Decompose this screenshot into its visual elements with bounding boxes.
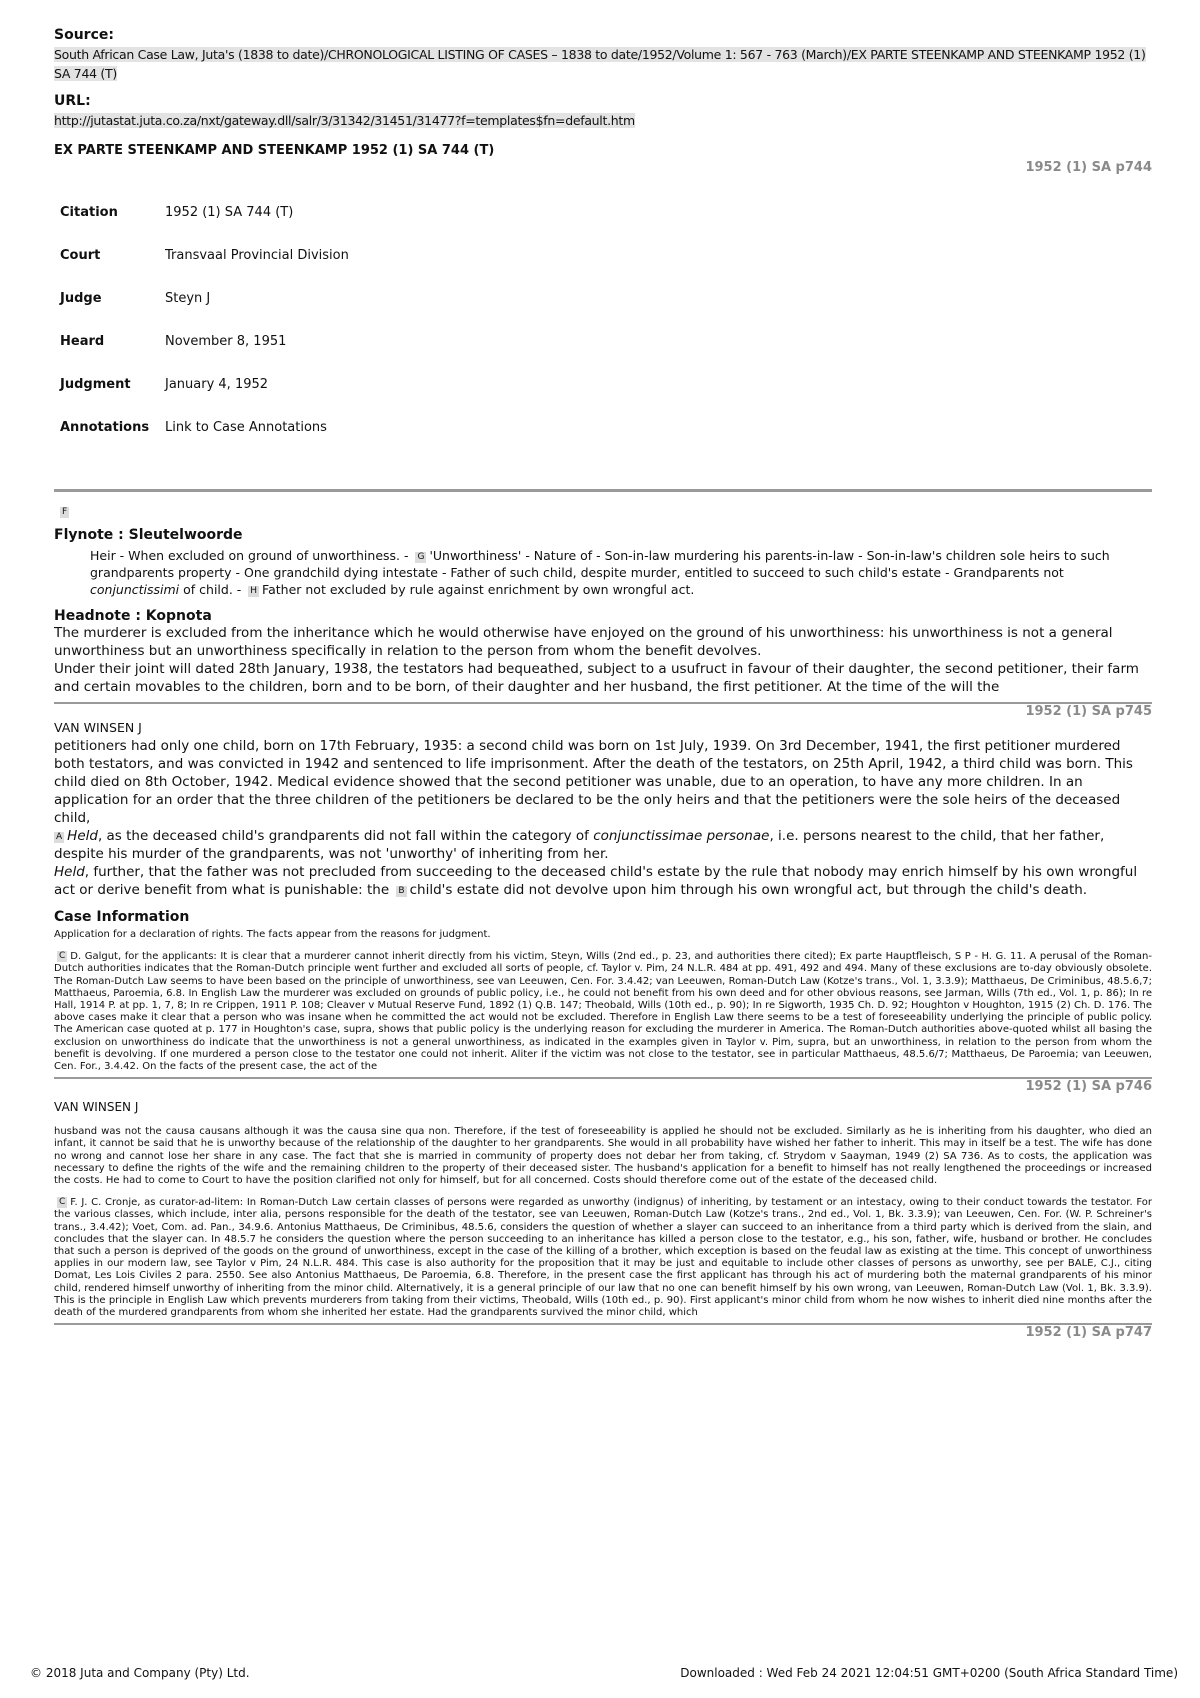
url-block	[54, 92, 1152, 129]
headnote-para: Under their joint will dated 28th January, 1938, the testators had bequeathed, subject to a usufruct in favour of their daughter, the second petitioner, their farm and certain movables to the children, born and to be born, of their daughter and her husband, the first petitioner. At the time of the will the	[54, 661, 1139, 695]
held-italic: Held	[54, 864, 85, 880]
meta-value: 1952 (1) SA 744 (T)	[165, 205, 294, 220]
page-746-text	[54, 1126, 1152, 1319]
meta-row-judge	[60, 291, 349, 334]
url-label: URL:	[54, 93, 91, 109]
judge-line: VAN WINSEN J	[54, 720, 142, 735]
held-text: , i.e. persons nearest to the child, that her father, despite his murder of the grandparents, was not 'unworthy' of inheriting from her.	[54, 828, 1105, 862]
flynote-heading: Flynote : Sleutelwoorde	[54, 527, 243, 543]
held-text: child's estate did not devolve upon him through his own wrongful act, but through the child's death.	[409, 882, 1088, 898]
meta-key: Annotations	[60, 420, 150, 435]
flynote-part: Father not excluded by rule against enrichment by own wrongful act.	[262, 582, 695, 597]
flynote-italic: conjunctissimi	[90, 582, 180, 597]
page-ref-744: 1952 (1) SA p744	[1025, 160, 1152, 175]
margin-marker-b: B	[398, 886, 405, 896]
flynote-part: 'Unworthiness' - Nature of - Son-in-law murdering his parents-in-law - Son-in-law's children sole heirs to such grandparents property - One grandchild dying intestate - Father of such child, despite murder, entitled to succeed to such child's estate - Grandparents not	[90, 548, 1110, 580]
page-ref-747: 1952 (1) SA p747	[1025, 1325, 1152, 1341]
case-info-intro: Application for a declaration of rights. The facts appear from the reasons for judgment.	[54, 929, 491, 940]
document	[54, 26, 1152, 1340]
url-link[interactable]: http://jutastat.juta.co.za/nxt/gateway.dll/salr/3/31342/31451/31477?f=templates$fn=default.htm	[54, 113, 635, 128]
judge-line: VAN WINSEN J	[54, 1100, 139, 1115]
held-italic: conjunctissimae personae	[593, 828, 770, 844]
footer-download-info: Downloaded : Wed Feb 24 2021 12:04:51 GMT+0200 (South Africa Standard Time)	[680, 1666, 1178, 1680]
page-ref-745: 1952 (1) SA p745	[1025, 704, 1152, 719]
meta-key: Citation	[60, 205, 118, 220]
meta-value: Transvaal Provincial Division	[165, 248, 349, 263]
margin-marker-c: C	[59, 951, 66, 962]
margin-marker-a: A	[56, 832, 63, 842]
meta-value: January 4, 1952	[165, 377, 269, 392]
section-divider	[54, 489, 1152, 492]
source-path: South African Case Law, Juta's (1838 to date)/CHRONOLOGICAL LISTING OF CASES – 1838 to date/1952/Volume 1: 567 - 763 (March)/EX PARTE STEENKAMP AND STEENKAMP 1952 (1) SA 744 (T)	[54, 47, 1146, 81]
margin-marker-c: C	[59, 1197, 66, 1208]
case-info-heading: Case Information	[54, 909, 190, 925]
meta-key: Judgment	[60, 377, 131, 392]
meta-row-heard	[60, 334, 349, 377]
flynote-part: Heir - When excluded on ground of unworthiness. -	[90, 548, 413, 563]
held-text: , further, that the father was not precluded from succeeding to the deceased child's estate by the rule that nobody may enrich himself by his own wrongful act or derive benefit from what is punishable: the	[54, 864, 1138, 898]
meta-key: Heard	[60, 334, 105, 349]
headnote-para: The murderer is excluded from the inheritance which he would otherwise have enjoyed on the ground of his unworthiness: his unworthiness is not a general unworthiness but an unworthiness specifically in relation to the person from whom the benefit devolves.	[54, 625, 1113, 659]
flynote-part: of child. -	[179, 582, 246, 597]
meta-key: Judge	[60, 291, 102, 306]
page-745-text	[54, 737, 1152, 899]
case-info-text	[54, 929, 1152, 1073]
meta-value: Steyn J	[165, 291, 211, 306]
meta-row-citation	[60, 205, 349, 248]
page-ref-746: 1952 (1) SA p746	[1025, 1079, 1152, 1095]
meta-row-court	[60, 248, 349, 291]
margin-marker-h: H	[250, 586, 258, 596]
meta-value: November 8, 1951	[165, 334, 287, 349]
argument-applicants	[54, 951, 1152, 1073]
argument-text: husband was not the causa causans although it was the causa sine qua non. Therefore, if the test of foreseeability is applied he should not be excluded. Similarly as he is inheriting from his daughter, who died an infant, it cannot be said that he is unworthy because of the relationship of the daughter to her grandparents. She would in all probability have wished her father to inherit. This may in itself be a test. The wife has done no wrong and cannot lose her share in any case. The fact that she is married in community of property does not debar her from taking, cf. Strydom v Saayman, 1949 (2) SA 736. As to costs, the application was necessary to define the rights of the wife and the remaining children to the property of their deceased sister. The husband's application for a benefit to himself has not really lengthened the proceedings or increased the costs. He had to come to Court to have the position clarified not only for himself, but for all concerned. Costs should therefore come out of the estate of the deceased child.	[54, 1126, 1152, 1187]
flynote-text	[90, 547, 1152, 598]
case-meta-table	[60, 205, 349, 463]
source-block	[54, 26, 1152, 82]
held-para-2	[54, 863, 1152, 899]
argument-text: D. Galgut, for the applicants: It is clear that a murderer cannot inherit directly from his victim, Steyn, Wills (2nd ed., p. 23, and authorities there cited); Ex parte Hauptfleisch, S P - H. G. 11. A perusal of the Roman-Dutch authorities indicates that the Roman-Dutch principle went further and excluded all sorts of people, cf. Taylor v. Pim, 24 N.L.R. 484 at pp. 491, 492 and 494. Many of these exclusions are to-day obviously obsolete. The Roman-Dutch Law seems to have been based on the principle of unworthiness, see van Leeuwen, Cen. For. 3.4.42; van Leeuwen, Roman-Dutch Law (Kotze's trans., Vol. 1, 3.3.9); Matthaeus, De Criminibus, 48.5.6,7; Matthaeus, Paroemia, 6.8. In English Law the murderer was excluded on grounds of public policy, i.e., he could not benefit from his own deed and for other obvious reasons, see Jarman, Wills (7th ed., Vol. 1, p. 86); In re Hall, 1914 P. at pp. 1, 7, 8; In re Crippen, 1911 P. 108; Cleaver v Mutual Reserve Fund, 1892 (1) Q.B. 147; Theobald, Wills (10th ed., p. 90); In re Sigworth, 1935 Ch. D. 92; Houghton v Houghton, 1915 (2) Ch. D. 176. The above cases make it clear that a person who was insane when he committed the act would not be excluded. Therefore in English Law there seems to be a test of foreseeability underlying the principle of public policy. The American case quoted at p. 177 in Houghton's case, supra, shows that public policy is the underlying reason for excluding the murderer in America. The Roman-Dutch authorities above-quoted whilst all basing the exclusion on unworthiness do indicate that the unworthiness is not a general unworthiness, as indicated in the examples given in Taylor v. Pim, supra, but an unworthiness, in relation to the person from whom the benefit is devolving. If one murdered a person close to the testator one could not inherit. Aliter if the victim was not close to the testator, see in particular Matthaeus, 48.5.6/7; Matthaeus, De Paroemia; van Leeuwen, Cen. For., 3.4.42. On the facts of the present case, the act of the	[54, 951, 1152, 1073]
annotations-link[interactable]: Link to Case Annotations	[165, 420, 327, 435]
margin-marker-f: F	[62, 507, 68, 517]
body-para: petitioners had only one child, born on 17th February, 1935: a second child was born on 1st July, 1939. On 3rd December, 1941, the first petitioner murdered both testators, and was convicted in 1942 and sentenced to life imprisonment. After the death of the testators, on 25th April, 1942, a third child was born. This child died on 8th October, 1942. Medical evidence showed that the second petitioner was unable, due to an operation, to have any more children. In an application for an order that the three children of the petitioners be declared to be the only heirs and that the petitioners were the sole heirs of the deceased child,	[54, 738, 1133, 826]
headnote-heading: Headnote : Kopnota	[54, 608, 212, 624]
argument-text: F. J. C. Cronje, as curator-ad-litem: In Roman-Dutch Law certain classes of persons were regarded as unworthy (indignus) of inheriting, by testament or an intestacy, owing to their conduct towards the testator. For the various classes, which include, inter alia, persons responsible for the death of the testator, see van Leeuwen, Roman-Dutch Law (Kotze's trans., 2nd ed., Vol. 1, Bk. 3.3.9); van Leeuwen, Cen. For. (W. P. Schreiner's trans., 3.4.42); Voet, Com. ad. Pan., 34.9.6. Antonius Matthaeus, De Criminibus, 48.5.6, considers the question of whether a slayer can succeed to an inheritance from a third party which is derived from the slain, and concludes that the slayer can. In 48.5.7 he considers the question where the person succeeding to an inheritance has killed a person close to the testator, e.g., his son, father, wife, husband or brother. He concludes that such a person is deprived of the goods on the ground of unworthiness, except in the case of the killing of a brother, which exception is based on the feudal law as existing at the time. This concept of unworthiness applies in our modern law, see Taylor v Pim, 24 N.L.R. 484. This case is also authority for the proposition that it may be just and equitable to include other classes of persons as unworthy, see per BALE, C.J., citing Domat, Les Lois Civiles 2 para. 2550. See also Antonius Matthaeus, De Paroemia, 6.8. Therefore, in the present case the first applicant has through his act of murdering both the maternal grandparents of his minor child, rendered himself unworthy of inheriting from the minor child. Alternatively, it is a general principle of our law that no one can benefit himself by his own wrong, van Leeuwen, Roman-Dutch Law (Vol. 1, Bk. 3.3.9). This is the principle in English Law which prevents murderers from taking from their victims, Theobald, Wills (10th ed., p. 90). First applicant's minor child from whom he now wishes to inherit died nine months after the death of the murdered grandparents from whom she inherited her estate. Had the grandparents survived the minor child, which	[54, 1197, 1152, 1319]
footer-copyright: © 2018 Juta and Company (Pty) Ltd.	[30, 1666, 250, 1680]
argument-curator	[54, 1197, 1152, 1319]
source-label: Source:	[54, 27, 114, 43]
held-italic: Held	[67, 828, 98, 844]
meta-row-judgment	[60, 377, 349, 420]
meta-row-annotations	[60, 420, 349, 463]
page-title: EX PARTE STEENKAMP AND STEENKAMP 1952 (1) SA 744 (T)	[54, 143, 495, 158]
meta-key: Court	[60, 248, 101, 263]
margin-marker-g: G	[417, 552, 425, 562]
held-para-1	[54, 827, 1152, 863]
headnote-text	[54, 624, 1152, 696]
held-text: , as the deceased child's grandparents did not fall within the category of	[97, 828, 594, 844]
